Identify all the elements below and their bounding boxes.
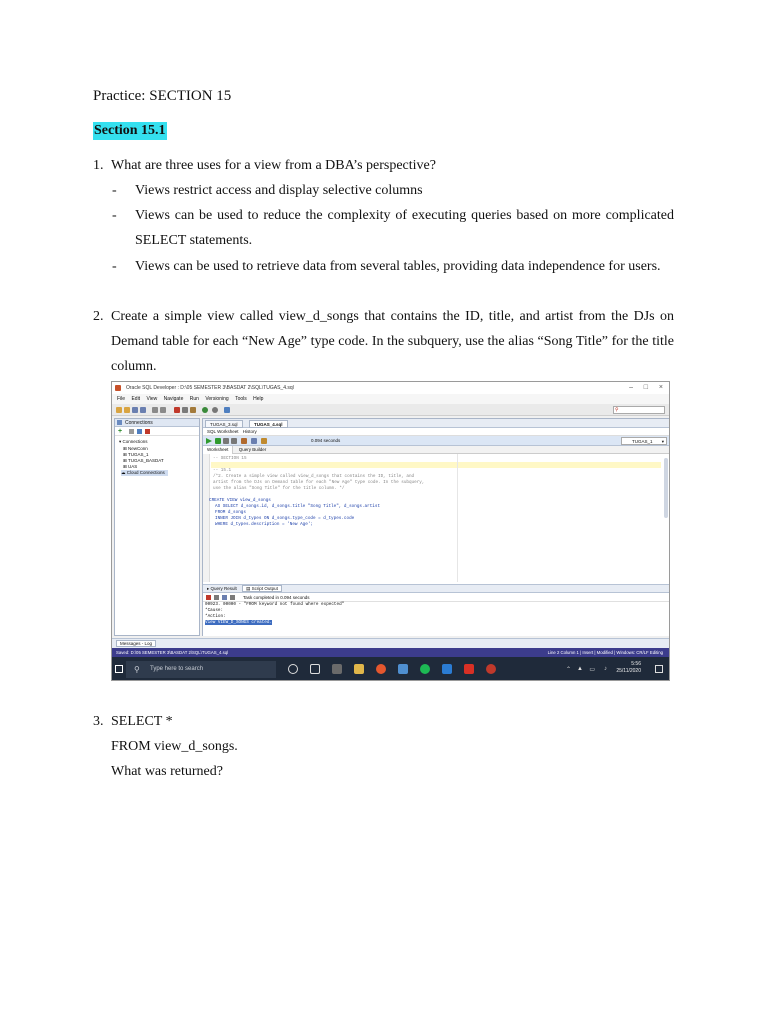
search-icon: ⚲ <box>134 665 140 674</box>
worksheet-subtabs <box>203 428 669 436</box>
word-icon[interactable] <box>442 664 452 674</box>
forward-icon[interactable] <box>160 407 166 413</box>
search-input[interactable] <box>613 406 665 414</box>
bullet-dash: - <box>112 259 117 274</box>
acrobat-icon[interactable] <box>464 664 474 674</box>
connection-select[interactable]: TUGAS_1 ▾ <box>621 437 667 445</box>
connections-panel <box>114 418 200 636</box>
output-line: 00923. 00000 - "FROM keyword not found where expected" <box>205 602 345 607</box>
chevron-down-icon: ▾ <box>661 439 664 444</box>
tab-query-builder[interactable]: Query Builder <box>238 447 267 452</box>
close-icon[interactable]: × <box>658 384 663 391</box>
status-left: Saved: D:\05 SEMESTER 3\BASDAT 2\SQL\TUGAS_4.sql <box>116 650 229 655</box>
tree-item-tugas-basdat[interactable]: ⊞ TUGAS_BASDAT <box>123 458 164 463</box>
menu-view[interactable]: View <box>146 396 158 402</box>
code-line: use the alias "Song Title" for the title column. */ <box>213 486 345 491</box>
save-all-icon[interactable] <box>140 407 146 413</box>
q3-line-2: FROM view_d_songs. <box>111 739 238 754</box>
tree-item-cloud[interactable]: ☁ Cloud Connections <box>121 470 168 476</box>
editor-pane <box>202 418 670 636</box>
exec-time: 0.094 seconds <box>311 438 341 443</box>
save-output-icon[interactable] <box>222 595 227 600</box>
q3-number: 3. <box>93 714 104 729</box>
taskbar-search-text: Type here to search <box>150 666 204 672</box>
menu-versioning[interactable]: Versioning <box>205 396 229 402</box>
tab-worksheet[interactable]: Worksheet <box>203 446 233 454</box>
code-line: CREATE VIEW view_d_songs <box>209 498 271 503</box>
tree-root-connections[interactable]: ▾ Connections <box>119 439 148 444</box>
editor-tab-bar <box>203 419 669 428</box>
sql-developer-taskbar-icon[interactable] <box>486 664 496 674</box>
windows-taskbar <box>112 657 669 681</box>
menu-file[interactable]: File <box>117 396 126 402</box>
output-panel <box>203 584 669 636</box>
q2-text: Create a simple view called view_d_songs that contains the ID, title, and artist from the DJs on Demand table for each “New Age” type code. In the subquery, use the alias “Song Title” for the title column. <box>111 309 674 374</box>
code-editor[interactable] <box>203 454 669 582</box>
app-icon <box>115 385 121 391</box>
copy-icon[interactable] <box>182 407 188 413</box>
connections-title: Connections <box>125 420 153 426</box>
chrome-icon[interactable] <box>376 664 386 674</box>
network-icon[interactable]: ▲ <box>577 666 583 672</box>
tab-history[interactable]: History <box>242 429 257 434</box>
menu-run[interactable]: Run <box>189 396 199 402</box>
bullet-dash: - <box>112 208 117 223</box>
tray-arrow-icon[interactable]: ⌃ <box>565 667 571 673</box>
cortana-icon[interactable] <box>288 664 298 674</box>
spotify-icon[interactable] <box>420 664 430 674</box>
open-icon[interactable] <box>124 407 130 413</box>
print-icon[interactable] <box>230 595 235 600</box>
code-line: INNER JOIN d_types ON d_songs.type_code = d_types.code <box>215 516 355 521</box>
run-script-icon[interactable] <box>215 438 221 444</box>
code-line: -- SECTION 15 <box>213 456 247 461</box>
q1-text: What are three uses for a view from a DBA’s perspective? <box>111 158 436 173</box>
save-icon[interactable] <box>132 407 138 413</box>
messages-log-bar <box>112 638 669 648</box>
new-icon[interactable] <box>116 407 122 413</box>
page-heading: Practice: SECTION 15 <box>93 88 232 104</box>
status-bar <box>112 648 669 657</box>
tree-item-uas[interactable]: ⊞ UAS <box>123 464 138 469</box>
camera-icon[interactable] <box>332 664 342 674</box>
bullet-dash: - <box>112 183 117 198</box>
store-icon[interactable] <box>398 664 408 674</box>
explain-icon[interactable] <box>241 438 247 444</box>
remove-icon[interactable] <box>145 429 150 434</box>
clear-icon[interactable] <box>261 438 267 444</box>
minimize-icon[interactable]: – <box>629 384 633 391</box>
editor-toolbar <box>203 436 669 446</box>
run-statement-icon[interactable] <box>206 438 212 444</box>
worksheet-tabs <box>203 446 669 454</box>
window-title: Oracle SQL Developer : D:\05 SEMESTER 3\BASDAT 2\SQL\TUGAS_4.sql <box>126 385 294 391</box>
refresh-icon[interactable] <box>129 429 134 434</box>
debug-icon[interactable] <box>212 407 218 413</box>
menu-navigate[interactable]: Navigate <box>163 396 184 402</box>
connections-toolbar <box>115 427 199 436</box>
tab-sql-worksheet[interactable]: SQL Worksheet <box>207 429 239 434</box>
output-line-selected: View VIEW_D_SONGS created. <box>205 620 273 625</box>
back-icon[interactable] <box>152 407 158 413</box>
pin-icon[interactable] <box>206 595 211 600</box>
volume-icon[interactable]: ♪ <box>604 666 607 672</box>
q3-line-1: SELECT * <box>111 714 173 729</box>
clear-output-icon[interactable] <box>214 595 219 600</box>
menu-edit[interactable]: Edit <box>131 396 141 402</box>
tab-tugas3[interactable]: TUGAS_3.sql <box>205 420 243 428</box>
tab-script-output[interactable]: ▤ Script Output <box>242 585 282 592</box>
taskbar-clock[interactable]: 5:56 25/11/2020 <box>616 661 641 674</box>
window-titlebar <box>112 382 669 394</box>
search-icon: ⚲ <box>615 407 619 413</box>
tab-tugas4[interactable]: TUGAS_4.sql <box>249 420 288 428</box>
connections-icon <box>117 420 122 425</box>
current-line-highlight <box>211 462 661 468</box>
notifications-icon[interactable] <box>655 665 663 673</box>
q2-number: 2. <box>93 309 104 324</box>
battery-icon[interactable]: ▭ <box>589 667 595 673</box>
db-icon[interactable] <box>224 407 230 413</box>
code-line: /*2. Create a simple view called view_d_songs that contains the ID, title, and <box>213 474 415 479</box>
q1-number: 1. <box>93 158 104 173</box>
windows-start-icon[interactable] <box>115 665 123 673</box>
tab-messages-log[interactable]: Messages - Log <box>116 640 156 647</box>
q1-bullet-1: Views restrict access and display selective columns <box>135 183 423 198</box>
output-line: *Cause: <box>205 608 224 613</box>
margin-line <box>457 454 458 582</box>
menu-help[interactable]: Help <box>253 396 264 402</box>
commit-icon[interactable] <box>223 438 229 444</box>
maximize-icon[interactable]: □ <box>643 384 648 391</box>
tab-query-result[interactable]: ▸ Query Result <box>207 586 237 591</box>
run-icon[interactable] <box>202 407 208 413</box>
code-line: -- 15.1 <box>213 468 232 473</box>
section-title: Section 15.1 <box>94 123 166 138</box>
task-view-icon[interactable] <box>310 664 320 674</box>
q3-line-3: What was returned? <box>111 764 223 779</box>
taskbar-search[interactable] <box>126 661 276 678</box>
task-status: Task completed in 0.094 seconds <box>243 595 310 600</box>
filter-icon[interactable] <box>137 429 142 434</box>
status-right: Line 2 Column 1 | Insert | Modified | Windows: CR/LF Editing <box>547 650 663 655</box>
file-explorer-icon[interactable] <box>354 664 364 674</box>
q1-bullet-3: Views can be used to retrieve data from several tables, providing data independence for users. <box>135 259 661 274</box>
sql-developer-screenshot <box>111 381 670 681</box>
q1-bullet-2: Views can be used to reduce the complexity of executing queries based on more complicated SELECT statements. <box>135 208 674 248</box>
editor-gutter <box>203 454 210 582</box>
add-connection-icon[interactable]: + <box>118 428 123 435</box>
code-line: WHERE d_types.description = 'New Age'; <box>215 522 313 527</box>
output-toolbar <box>203 593 669 602</box>
menu-tools[interactable]: Tools <box>235 396 247 402</box>
output-tabs <box>203 585 669 593</box>
editor-scrollbar[interactable] <box>664 458 668 518</box>
connections-panel-header <box>115 419 199 427</box>
rollback-icon[interactable] <box>231 438 237 444</box>
tree-item-newconn[interactable]: ⊞ NewConn <box>123 446 148 451</box>
paste-icon[interactable] <box>190 407 196 413</box>
menu-bar <box>112 394 669 404</box>
tree-item-tugas1[interactable]: ⊞ TUGAS_1 <box>123 452 149 457</box>
autotrace-icon[interactable] <box>251 438 257 444</box>
code-line: FROM d_songs <box>215 510 246 515</box>
code-line: AS SELECT d_songs.id, d_songs.title "Song Title", d_songs.artist <box>215 504 381 509</box>
cut-icon[interactable] <box>174 407 180 413</box>
main-toolbar <box>112 404 669 416</box>
code-line: artist from the DJs on Demand table for each "New Age" type code. In the subquery, <box>213 480 425 485</box>
output-line: *Action: <box>205 614 226 619</box>
